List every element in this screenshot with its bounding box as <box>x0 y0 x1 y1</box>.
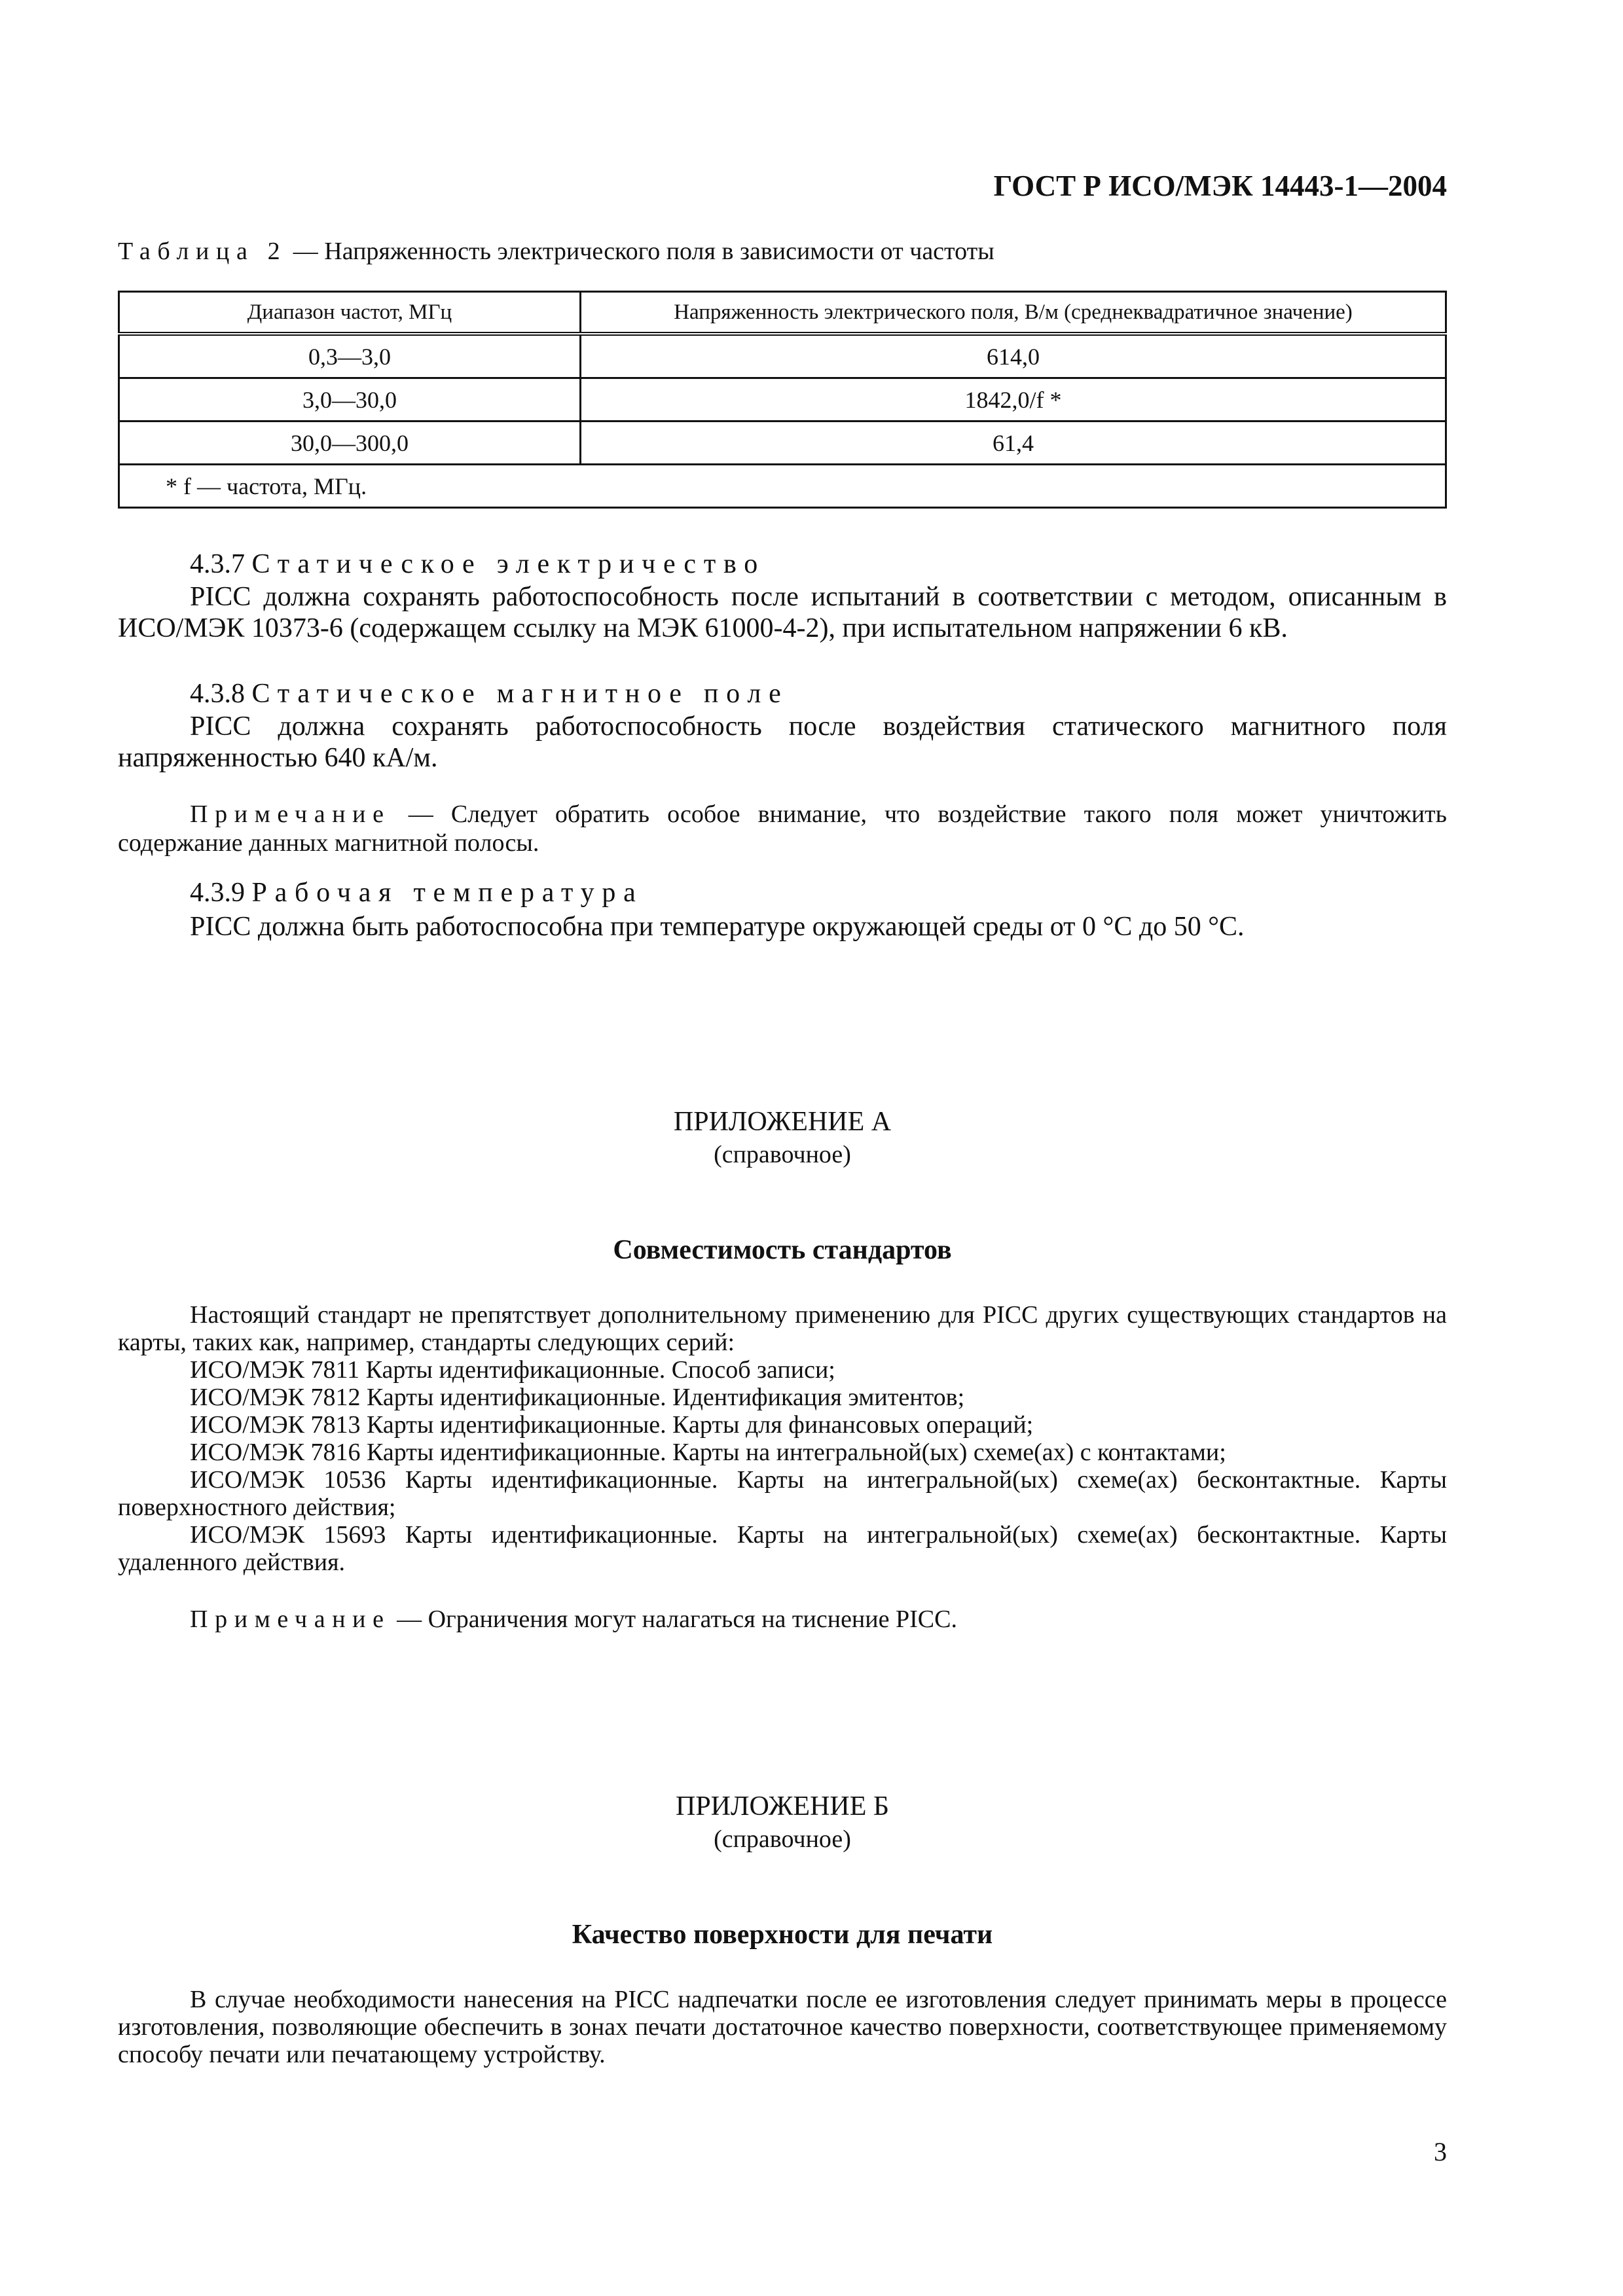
table-row <box>119 378 1446 422</box>
note-label: Примечание <box>190 1605 391 1633</box>
section-4-3-7-number: 4.3.7 <box>190 549 245 579</box>
appendix-a-item: ИСО/МЭК 7811 Карты идентификационные. Способ записи; <box>190 1356 835 1384</box>
appendix-a-item: ИСО/МЭК 7813 Карты идентификационные. Карты для финансовых операций; <box>190 1411 1034 1439</box>
table-2-caption <box>118 237 994 266</box>
section-4-3-7-title: Статическое электричество <box>251 549 766 579</box>
table-row <box>119 334 1446 378</box>
appendix-a-status: (справочное) <box>714 1141 851 1168</box>
page-number: 3 <box>1434 2137 1447 2166</box>
table-cell-field-strength: 1842,0/f * <box>581 378 1446 422</box>
field-strength-table <box>118 291 1447 509</box>
table-cell-field-strength: 61,4 <box>581 422 1446 465</box>
table-cell-field-strength: 614,0 <box>581 334 1446 378</box>
section-4-3-8-number: 4.3.8 <box>190 679 245 709</box>
section-4-3-7-text: PICC должна сохранять работоспособность после испытаний в соответствии с методом, описанным в ИСО/МЭК 10373-6 (содержащем ссылку на МЭК 61000-4-2), при испытательном напряжении 6 кВ. <box>118 582 1447 643</box>
table-header-row <box>119 292 1446 334</box>
section-4-3-9-title: Рабочая температура <box>251 878 644 908</box>
appendix-b-text: В случае необходимости нанесения на PICC надпечатки после ее изготовления следует принимать меры в процессе изготовления, позволяющие обеспечить в зонах печати достаточное качество поверхности, соответствующее применяемому способу печати или печатающему устройству. <box>118 1986 1447 2068</box>
table-footnote-row <box>119 465 1446 508</box>
table-cell-frequency: 30,0—300,0 <box>119 422 581 465</box>
section-4-3-8-heading <box>118 678 1447 709</box>
section-4-3-7-heading <box>118 548 1447 580</box>
note-text: — Ограничения могут налагаться на тиснение PICC. <box>390 1605 957 1633</box>
section-4-3-9-text: PICC должна быть работоспособна при температуре окружающей среды от 0 °С до 50 °С. <box>190 912 1245 942</box>
column-header-field-strength: Напряженность электрического поля, В/м (среднеквадратичное значение) <box>581 292 1446 334</box>
appendix-a-item: ИСО/МЭК 15693 Карты идентификационные. Карты на интегральной(ых) схеме(ах) бесконтактные. Карты удаленного действия. <box>118 1521 1447 1576</box>
table-cell-frequency: 3,0—30,0 <box>119 378 581 422</box>
column-header-frequency: Диапазон частот, МГц <box>119 292 581 334</box>
note-text: — Следует обратить особое внимание, что воздействие такого поля может уничтожить содержание данных магнитной полосы. <box>118 800 1447 857</box>
appendix-a-item: ИСО/МЭК 7816 Карты идентификационные. Карты на интегральной(ых) схеме(ах) с контактами; <box>190 1439 1226 1466</box>
appendix-a-item: ИСО/МЭК 7812 Карты идентификационные. Идентификация эмитентов; <box>190 1384 965 1411</box>
table-row <box>119 422 1446 465</box>
note-label: Примечание <box>190 800 391 828</box>
appendix-b-status: (справочное) <box>714 1825 851 1853</box>
table-2-title: — Напряженность электрического поля в зависимости от частоты <box>287 238 994 265</box>
appendix-b-title: Качество поверхности для печати <box>572 1920 993 1950</box>
section-4-3-8-note <box>118 800 1447 857</box>
appendix-a-note <box>118 1605 1447 1634</box>
appendix-a-title: Совместимость стандартов <box>613 1235 952 1265</box>
appendix-a-item: ИСО/МЭК 10536 Карты идентификационные. Карты на интегральной(ых) схеме(ах) бесконтактные. Карты поверхностного действия; <box>118 1466 1447 1521</box>
section-4-3-8-text: PICC должна сохранять работоспособность после воздействия статического магнитного поля напряженностью 640 кА/м. <box>118 711 1447 773</box>
section-4-3-9-heading <box>118 877 1447 908</box>
appendix-a-intro: Настоящий стандарт не препятствует дополнительному применению для PICC других существующих стандартов на карты, таких как, например, стандарты следующих серий: <box>118 1301 1447 1356</box>
section-4-3-8-title: Статическое магнитное поле <box>251 679 789 709</box>
table-footnote: * f — частота, МГц. <box>119 465 1446 508</box>
table-cell-frequency: 0,3—3,0 <box>119 334 581 378</box>
section-4-3-9-number: 4.3.9 <box>190 878 245 908</box>
appendix-a-heading: ПРИЛОЖЕНИЕ А <box>673 1107 892 1137</box>
appendix-b-heading: ПРИЛОЖЕНИЕ Б <box>675 1791 889 1821</box>
document-code-header: ГОСТ Р ИСО/МЭК 14443-1—2004 <box>993 170 1447 202</box>
table-2-label: Таблица 2 <box>118 238 287 265</box>
